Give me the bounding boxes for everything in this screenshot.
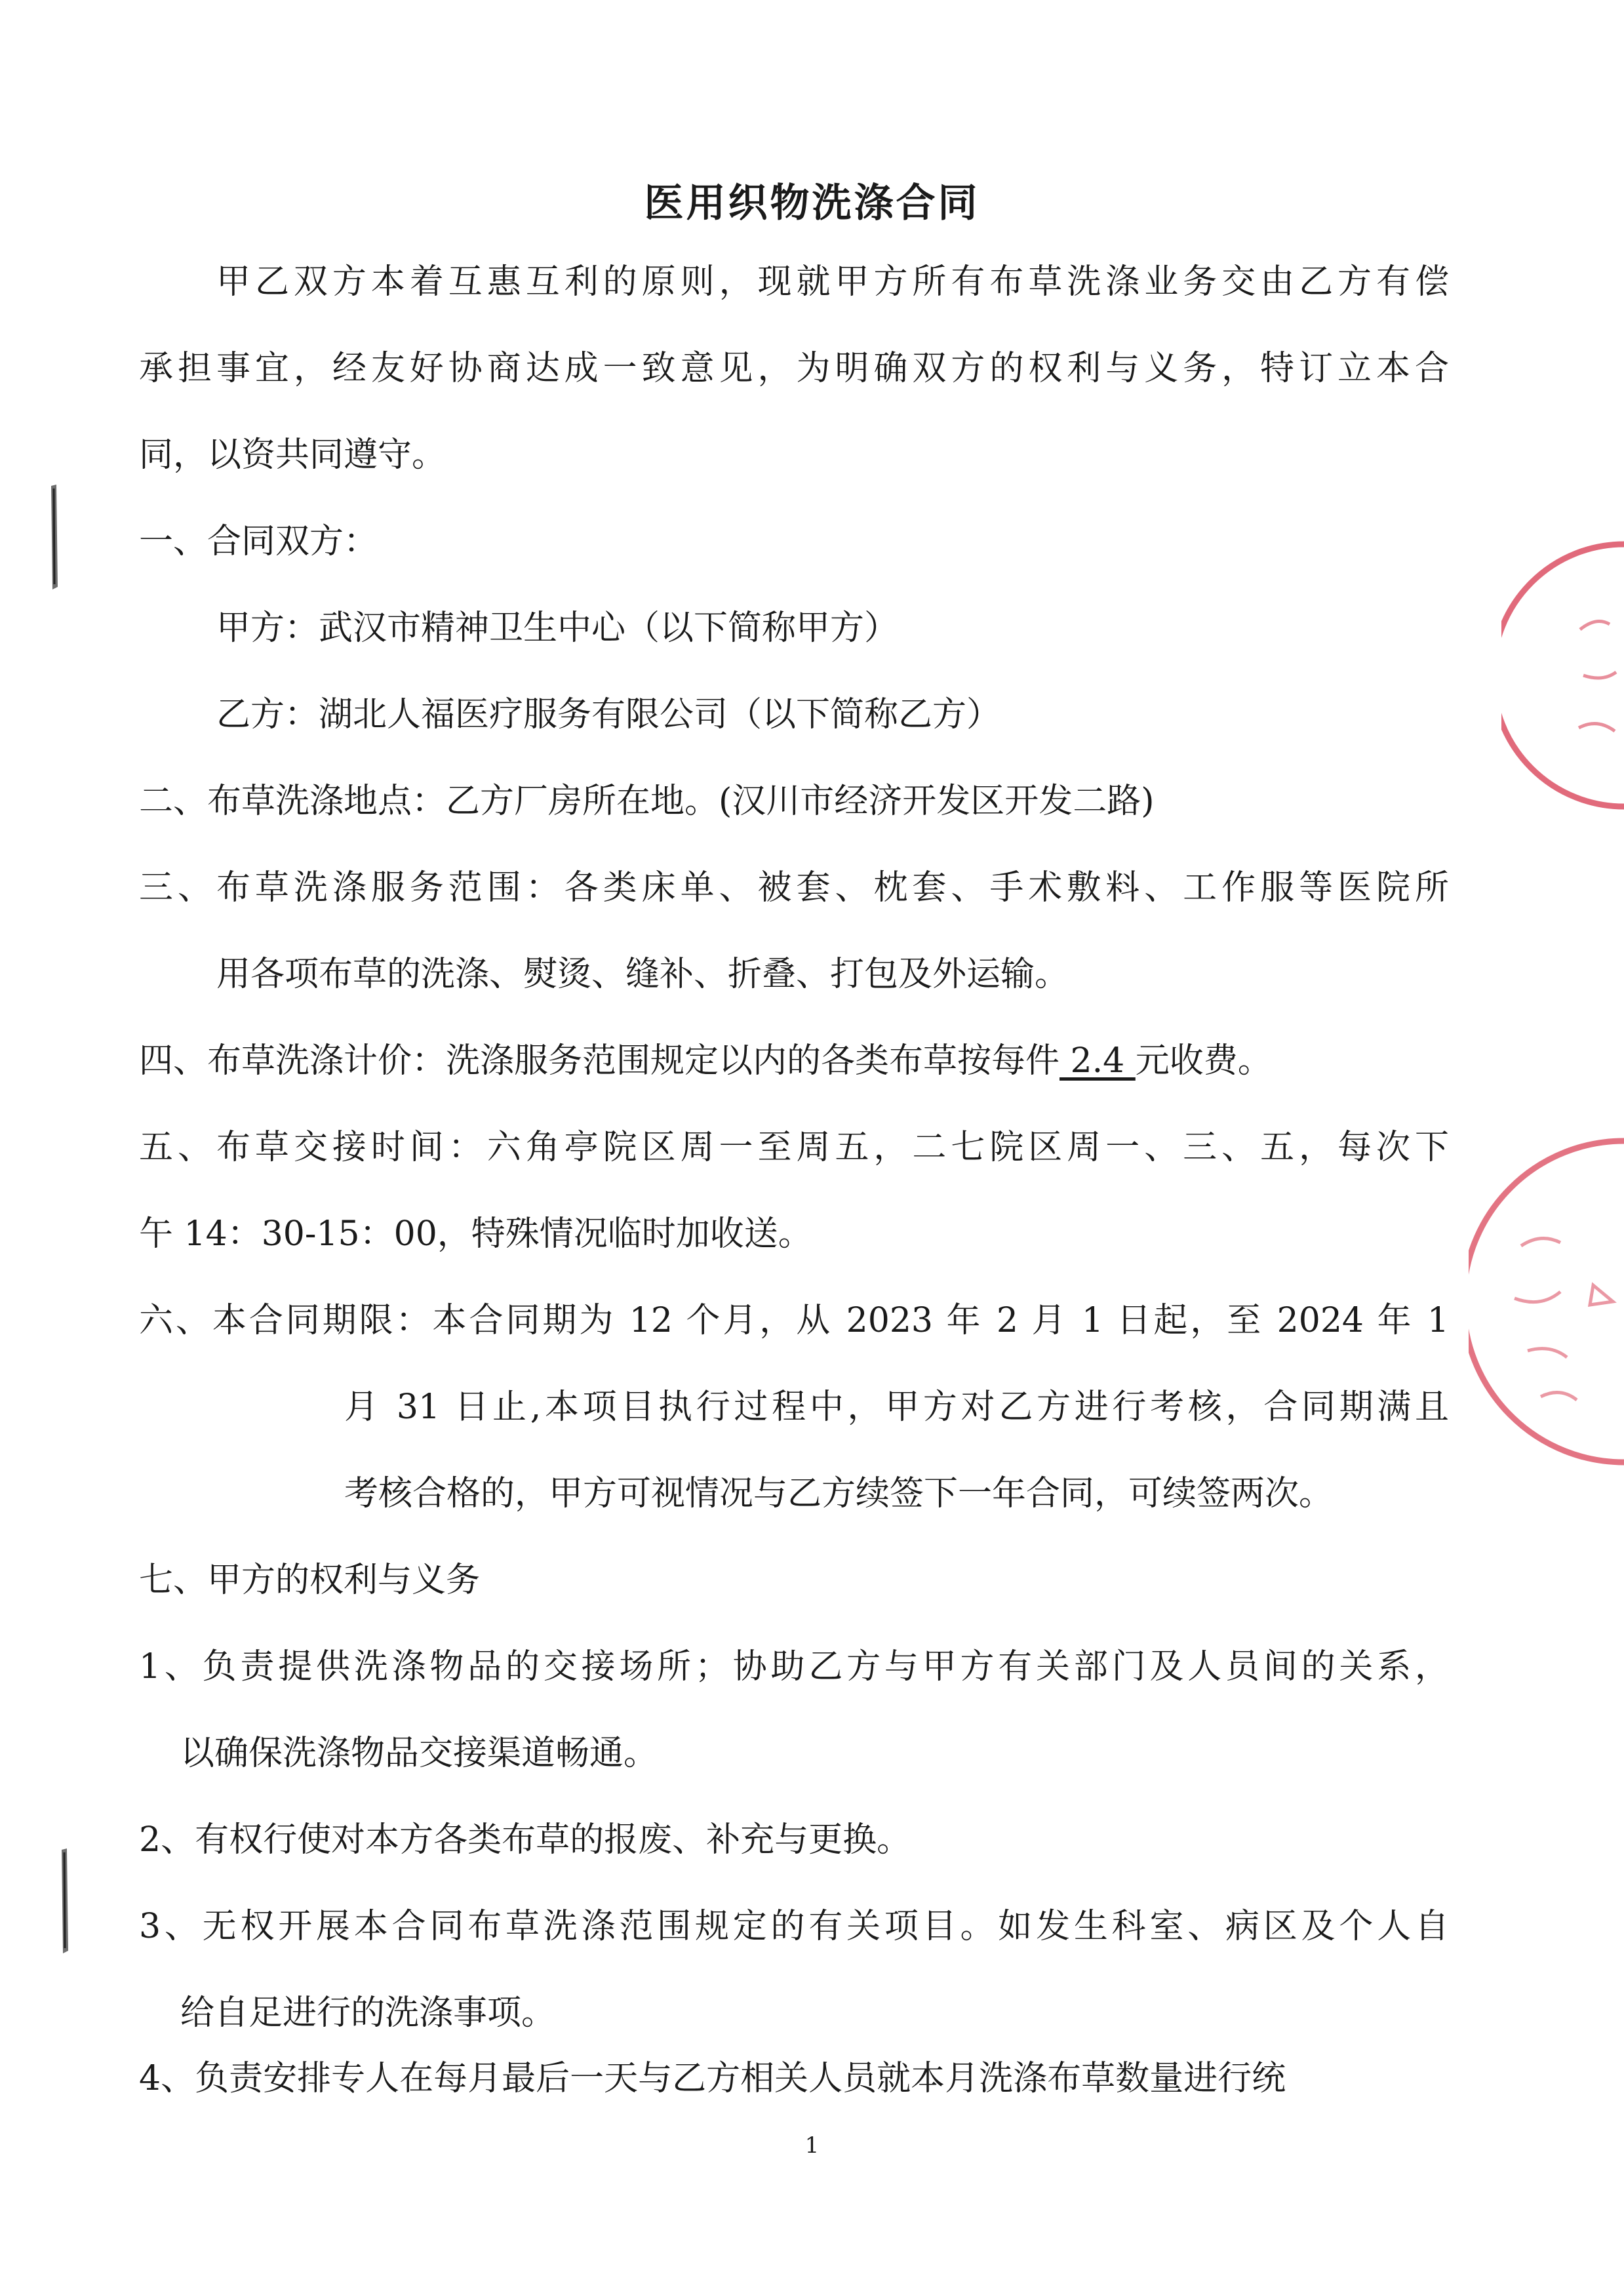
section-3-line-1: 三、布草洗涤服务范围：各类床单、被套、枕套、手术敷料、工作服等医院所 bbox=[139, 868, 1449, 908]
section-6-line-1: 六、本合同期限：本合同期为 12 个月，从 2023 年 2 月 1 日起，至 2024 年 1 bbox=[139, 1301, 1449, 1340]
page-number: 1 bbox=[804, 2132, 820, 2159]
section-4-pricing bbox=[139, 1041, 1272, 1081]
document-title: 医用织物洗涤合同 bbox=[644, 180, 980, 226]
binding-clip-icon bbox=[42, 482, 68, 593]
price-per-item: 2.4 bbox=[1060, 1041, 1136, 1081]
section-1-heading: 一、合同双方： bbox=[139, 522, 378, 561]
section-7-heading: 七、甲方的权利与义务 bbox=[139, 1561, 481, 1600]
section-3-line-2: 用各项布草的洗涤、熨烫、缝补、折叠、打包及外运输。 bbox=[216, 955, 1069, 994]
section-7-item-1-line-2: 以确保洗涤物品交接渠道畅通。 bbox=[180, 1734, 658, 1773]
intro-line-1: 甲乙双方本着互惠互利的原则，现就甲方所有布草洗涤业务交由乙方有偿 bbox=[216, 262, 1449, 302]
section-6-line-2: 月 31 日止,本项目执行过程中，甲方对乙方进行考核，合同期满且 bbox=[344, 1387, 1449, 1427]
official-seal-icon bbox=[1501, 518, 1624, 833]
section-7-item-2: 2、有权行使对本方各类布草的报废、补充与更换。 bbox=[139, 1820, 911, 1860]
party-b: 乙方：湖北人福医疗服务有限公司（以下简称乙方） bbox=[216, 695, 1001, 734]
section-7-item-1-line-1: 1、负责提供洗涤物品的交接场所；协助乙方与甲方有关部门及人员间的关系， bbox=[139, 1647, 1449, 1686]
party-a: 甲方：武汉市精神卫生中心（以下简称甲方） bbox=[216, 609, 899, 648]
section-5-line-1: 五、布草交接时间：六角亭院区周一至周五，二七院区周一、三、五，每次下 bbox=[139, 1128, 1449, 1167]
section-2-location: 二、布草洗涤地点：乙方厂房所在地。(汉川市经济开发区开发二路) bbox=[139, 782, 1155, 821]
section-7-item-3-line-2: 给自足进行的洗涤事项。 bbox=[180, 1993, 556, 2033]
intro-line-2: 承担事宜，经友好协商达成一致意见，为明确双方的权利与义务，特订立本合 bbox=[139, 349, 1449, 388]
intro-line-3: 同，以资共同遵守。 bbox=[139, 435, 446, 475]
section-7-item-4: 4、负责安排专人在每月最后一天与乙方相关人员就本月洗涤布草数量进行统 bbox=[139, 2059, 1286, 2098]
binding-clip-icon bbox=[52, 1846, 79, 1957]
official-seal-icon bbox=[1469, 1128, 1624, 1475]
pricing-text-before: 四、布草洗涤计价：洗涤服务范围规定以内的各类布草按每件 bbox=[139, 1041, 1060, 1081]
section-7-item-3-line-1: 3、无权开展本合同布草洗涤范围规定的有关项目。如发生科室、病区及个人自 bbox=[139, 1907, 1449, 1946]
pricing-text-after: 元收费。 bbox=[1135, 1041, 1272, 1081]
section-5-line-2: 午 14：30-15：00，特殊情况临时加收送。 bbox=[139, 1214, 812, 1254]
section-6-line-3: 考核合格的，甲方可视情况与乙方续签下一年合同，可续签两次。 bbox=[344, 1474, 1334, 1513]
